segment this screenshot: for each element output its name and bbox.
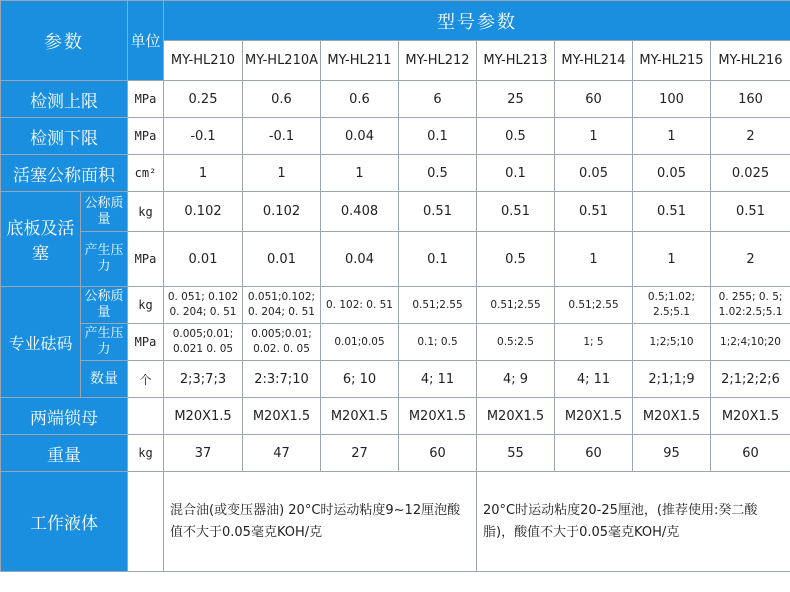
value-cell: 0.102 [164,192,243,232]
value-cell: 0.01;0.05 [321,324,399,361]
value-cell: M20X1.5 [243,398,321,435]
lower-limit-label: 检测下限 [1,118,128,155]
value-cell: 0.005;0.01; 0.02. 0. 05 [243,324,321,361]
value-cell: 0.51;2.55 [399,287,477,324]
unit-cell: kg [128,287,164,324]
value-cell: 0.1 [477,155,555,192]
value-cell: 0.6 [321,81,399,118]
value-cell: M20X1.5 [711,398,790,435]
value-cell: 60 [555,435,633,472]
value-cell: 0.5 [477,118,555,155]
value-cell: 47 [243,435,321,472]
value-cell: M20X1.5 [633,398,711,435]
value-cell: 1 [633,118,711,155]
value-cell: 6; 10 [321,361,399,398]
value-cell: 0.408 [321,192,399,232]
model-cell: MY-HL213 [477,41,555,81]
value-cell: 95 [633,435,711,472]
unit-cell [128,472,164,572]
value-cell: 0.01 [243,232,321,287]
value-cell: 160 [711,81,790,118]
value-cell: 0.1; 0.5 [399,324,477,361]
weights-mass-label: 公称质量 [81,287,128,324]
model-cell: MY-HL211 [321,41,399,81]
value-cell: 0.6 [243,81,321,118]
value-cell: 27 [321,435,399,472]
value-cell: 4; 9 [477,361,555,398]
upper-limit-label: 检测上限 [1,81,128,118]
model-group-header: 型号参数 [164,1,790,41]
value-cell: 0.51 [711,192,790,232]
value-cell: 6 [399,81,477,118]
value-cell: 0.51 [633,192,711,232]
value-cell: 0.5 [477,232,555,287]
base-piston-label: 底板及活塞 [1,192,81,287]
model-cell: MY-HL215 [633,41,711,81]
unit-cell: cm² [128,155,164,192]
value-cell: 0.5;1.02; 2.5;5.1 [633,287,711,324]
value-cell: 0. 102: 0. 51 [321,287,399,324]
value-cell: 100 [633,81,711,118]
value-cell: 1;2;4;10;20 [711,324,790,361]
model-cell: MY-HL210 [164,41,243,81]
unit-cell: MPa [128,118,164,155]
value-cell: M20X1.5 [555,398,633,435]
value-cell: 2 [711,232,790,287]
value-cell: 25 [477,81,555,118]
unit-cell [128,398,164,435]
unit-cell: MPa [128,232,164,287]
value-cell: 0.51;2.55 [477,287,555,324]
piston-area-label: 活塞公称面积 [1,155,128,192]
value-cell: 0.04 [321,232,399,287]
value-cell: 0. 051; 0.102 0. 204; 0. 51 [164,287,243,324]
unit-header: 单位 [128,1,164,81]
value-cell: 0.1 [399,118,477,155]
value-cell: 1 [633,232,711,287]
value-cell: 60 [399,435,477,472]
value-cell: 0. 255; 0. 5; 1.02:2.5;5.1 [711,287,790,324]
weights-count-label: 数量 [81,361,128,398]
value-cell: 1; 5 [555,324,633,361]
value-cell: 0.04 [321,118,399,155]
value-cell: 0.051;0.102; 0. 204; 0. 51 [243,287,321,324]
model-cell: MY-HL216 [711,41,790,81]
value-cell: 4; 11 [555,361,633,398]
value-cell: 0.5 [399,155,477,192]
value-cell: 0.51 [555,192,633,232]
value-cell: M20X1.5 [477,398,555,435]
model-cell: MY-HL214 [555,41,633,81]
value-cell: 0.25 [164,81,243,118]
pro-weights-label: 专业砝码 [1,287,81,398]
fluid-label: 工作液体 [1,472,128,572]
fluid-left-text: 混合油(或变压器油) 20°C时运动粘度9~12厘泡酸值不大于0.05毫克KOH/克 [164,472,477,572]
value-cell: 0.025 [711,155,790,192]
value-cell: 0.005;0.01; 0.021 0. 05 [164,324,243,361]
value-cell: M20X1.5 [399,398,477,435]
value-cell: 0.5:2.5 [477,324,555,361]
value-cell: 2;1;2;2;6 [711,361,790,398]
value-cell: 55 [477,435,555,472]
value-cell: 0.51 [477,192,555,232]
lock-nut-label: 两端锁母 [1,398,128,435]
model-cell: MY-HL212 [399,41,477,81]
value-cell: M20X1.5 [164,398,243,435]
value-cell: 0.05 [633,155,711,192]
value-cell: 60 [555,81,633,118]
value-cell: 1 [243,155,321,192]
value-cell: 4; 11 [399,361,477,398]
base-mass-label: 公称质量 [81,192,128,232]
value-cell: 0.01 [164,232,243,287]
value-cell: 2;1;1;9 [633,361,711,398]
value-cell: 37 [164,435,243,472]
value-cell: 1 [321,155,399,192]
value-cell: 1;2;5;10 [633,324,711,361]
weight-label: 重量 [1,435,128,472]
value-cell: M20X1.5 [321,398,399,435]
weights-pressure-label: 产生压力 [81,324,128,361]
value-cell: 0.102 [243,192,321,232]
value-cell: 2;3;7;3 [164,361,243,398]
value-cell: 0.05 [555,155,633,192]
value-cell: 0.51;2.55 [555,287,633,324]
base-pressure-label: 产生压力 [81,232,128,287]
unit-cell: MPa [128,81,164,118]
value-cell: 0.1 [399,232,477,287]
value-cell: -0.1 [243,118,321,155]
value-cell: 1 [164,155,243,192]
param-header: 参数 [1,1,128,81]
value-cell: -0.1 [164,118,243,155]
unit-cell: 个 [128,361,164,398]
value-cell: 2:3:7;10 [243,361,321,398]
unit-cell: kg [128,192,164,232]
value-cell: 1 [555,118,633,155]
value-cell: 0.51 [399,192,477,232]
value-cell: 2 [711,118,790,155]
unit-cell: MPa [128,324,164,361]
unit-cell: kg [128,435,164,472]
model-cell: MY-HL210A [243,41,321,81]
value-cell: 60 [711,435,790,472]
value-cell: 1 [555,232,633,287]
fluid-right-text: 20°C时运动粘度20-25厘池，(推荐使用:癸二酸脂)，酸值不大于0.05毫克KOH/克 [477,472,790,572]
